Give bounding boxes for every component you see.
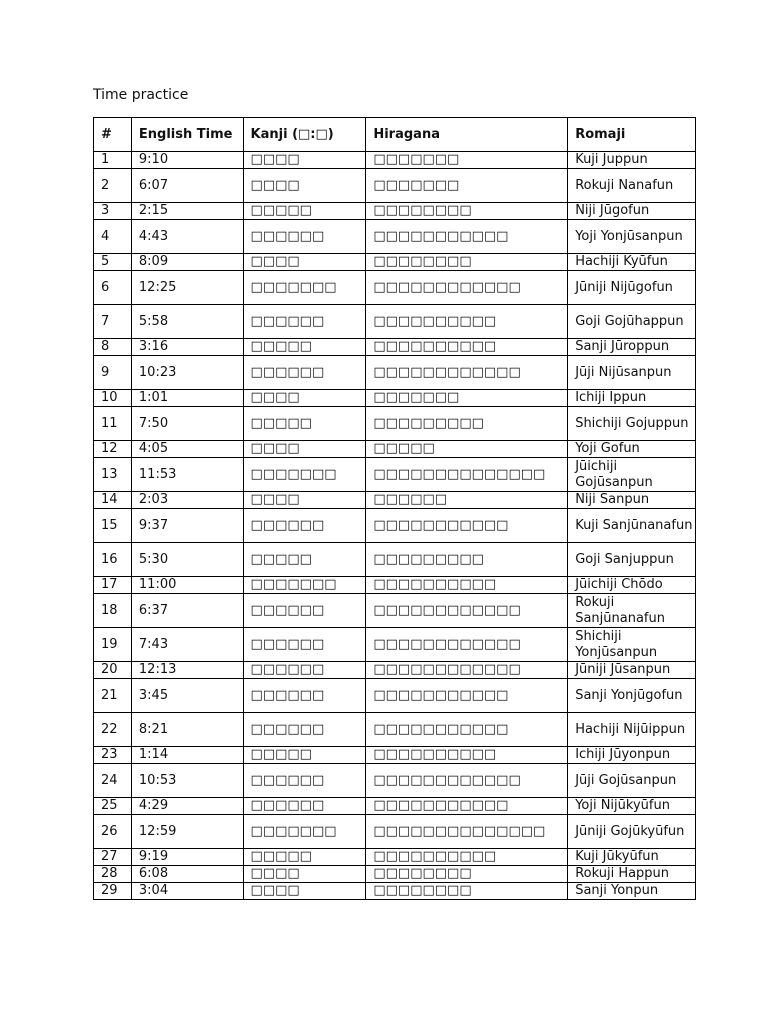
cell-number: 14 (94, 492, 132, 509)
cell-romaji: Kuji Sanjūnanafun (568, 509, 696, 543)
cell-number: 28 (94, 866, 132, 883)
cell-kanji: □□□□□□ (243, 764, 366, 798)
cell-hiragana: □□□□□ (366, 441, 568, 458)
cell-number: 18 (94, 594, 132, 628)
cell-romaji: Jūji Gojūsanpun (568, 764, 696, 798)
cell-kanji: □□□□□ (243, 747, 366, 764)
table-row (94, 866, 696, 883)
table-row (94, 458, 696, 492)
cell-hiragana: □□□□□□□□□□ (366, 577, 568, 594)
cell-number: 10 (94, 390, 132, 407)
cell-romaji: Yoji Gofun (568, 441, 696, 458)
header-english-time: English Time (131, 118, 243, 152)
table-row (94, 662, 696, 679)
cell-english-time: 9:37 (131, 509, 243, 543)
cell-romaji: Niji Sanpun (568, 492, 696, 509)
cell-romaji: Shichiji Gojuppun (568, 407, 696, 441)
cell-kanji: □□□□ (243, 866, 366, 883)
cell-romaji: Hachiji Nijūippun (568, 713, 696, 747)
cell-english-time: 10:23 (131, 356, 243, 390)
table-row (94, 679, 696, 713)
cell-number: 24 (94, 764, 132, 798)
cell-hiragana: □□□□□□□□□□ (366, 747, 568, 764)
cell-romaji: Kuji Juppun (568, 152, 696, 169)
cell-english-time: 9:19 (131, 849, 243, 866)
table-row (94, 169, 696, 203)
cell-kanji: □□□□□□□ (243, 458, 366, 492)
cell-number: 9 (94, 356, 132, 390)
cell-number: 23 (94, 747, 132, 764)
cell-number: 27 (94, 849, 132, 866)
cell-hiragana: □□□□□□□□□□□□ (366, 662, 568, 679)
cell-english-time: 4:05 (131, 441, 243, 458)
header-hiragana: Hiragana (366, 118, 568, 152)
cell-romaji: Sanji Yonpun (568, 883, 696, 900)
table-row (94, 764, 696, 798)
cell-number: 26 (94, 815, 132, 849)
cell-english-time: 6:08 (131, 866, 243, 883)
cell-romaji: Rokuji Nanafun (568, 169, 696, 203)
cell-kanji: □□□□□ (243, 203, 366, 220)
cell-kanji: □□□□ (243, 152, 366, 169)
cell-number: 3 (94, 203, 132, 220)
cell-kanji: □□□□ (243, 441, 366, 458)
cell-number: 17 (94, 577, 132, 594)
cell-hiragana: □□□□□□□□ (366, 883, 568, 900)
cell-romaji: Niji Jūgofun (568, 203, 696, 220)
cell-kanji: □□□□□□□ (243, 271, 366, 305)
cell-english-time: 11:53 (131, 458, 243, 492)
cell-number: 16 (94, 543, 132, 577)
table-row (94, 577, 696, 594)
cell-kanji: □□□□□ (243, 543, 366, 577)
cell-hiragana: □□□□□□□□ (366, 866, 568, 883)
cell-english-time: 4:29 (131, 798, 243, 815)
table-row (94, 747, 696, 764)
cell-number: 2 (94, 169, 132, 203)
table-row (94, 254, 696, 271)
cell-kanji: □□□□□ (243, 407, 366, 441)
cell-hiragana: □□□□□□□□□□□□ (366, 356, 568, 390)
cell-english-time: 6:07 (131, 169, 243, 203)
cell-romaji: Kuji Jūkyūfun (568, 849, 696, 866)
table-row (94, 628, 696, 662)
cell-english-time: 1:14 (131, 747, 243, 764)
cell-romaji: Yoji Nijūkyūfun (568, 798, 696, 815)
cell-english-time: 12:13 (131, 662, 243, 679)
table-row (94, 271, 696, 305)
cell-english-time: 2:15 (131, 203, 243, 220)
table-row (94, 356, 696, 390)
cell-kanji: □□□□□□ (243, 628, 366, 662)
header-number: # (94, 118, 132, 152)
table-row (94, 390, 696, 407)
cell-number: 25 (94, 798, 132, 815)
cell-number: 11 (94, 407, 132, 441)
cell-kanji: □□□□□□ (243, 662, 366, 679)
cell-hiragana: □□□□□□□□□□□ (366, 679, 568, 713)
cell-number: 1 (94, 152, 132, 169)
cell-hiragana: □□□□□□□□□ (366, 407, 568, 441)
table-row (94, 203, 696, 220)
table-row (94, 594, 696, 628)
table-row (94, 305, 696, 339)
table-row (94, 407, 696, 441)
cell-number: 8 (94, 339, 132, 356)
cell-romaji: Goji Sanjuppun (568, 543, 696, 577)
cell-hiragana: □□□□□□□ (366, 169, 568, 203)
cell-hiragana: □□□□□□□□□□□□□□ (366, 815, 568, 849)
table-row (94, 798, 696, 815)
cell-english-time: 12:25 (131, 271, 243, 305)
cell-romaji: Sanji Yonjūgofun (568, 679, 696, 713)
cell-kanji: □□□□ (243, 390, 366, 407)
table-row (94, 883, 696, 900)
cell-hiragana: □□□□□□□ (366, 152, 568, 169)
cell-hiragana: □□□□□□□□□□□□ (366, 628, 568, 662)
table-body (94, 152, 696, 900)
cell-romaji: Jūji Nijūsanpun (568, 356, 696, 390)
cell-english-time: 8:21 (131, 713, 243, 747)
cell-kanji: □□□□□□ (243, 679, 366, 713)
cell-kanji: □□□□□ (243, 849, 366, 866)
cell-romaji: Jūniji Nijūgofun (568, 271, 696, 305)
cell-kanji: □□□□□□ (243, 713, 366, 747)
table-row (94, 713, 696, 747)
table-row (94, 492, 696, 509)
table-row (94, 815, 696, 849)
table-row (94, 509, 696, 543)
cell-kanji: □□□□□□□ (243, 815, 366, 849)
cell-english-time: 11:00 (131, 577, 243, 594)
cell-english-time: 9:10 (131, 152, 243, 169)
cell-romaji: Jūichiji Chōdo (568, 577, 696, 594)
cell-hiragana: □□□□□□□□□□□□□□ (366, 458, 568, 492)
header-romaji: Romaji (568, 118, 696, 152)
cell-number: 13 (94, 458, 132, 492)
cell-english-time: 5:58 (131, 305, 243, 339)
cell-kanji: □□□□ (243, 254, 366, 271)
cell-kanji: □□□□□□ (243, 220, 366, 254)
cell-kanji: □□□□□□ (243, 356, 366, 390)
cell-hiragana: □□□□□□□□□□ (366, 305, 568, 339)
cell-romaji: Sanji Jūroppun (568, 339, 696, 356)
cell-number: 6 (94, 271, 132, 305)
cell-romaji: Hachiji Kyūfun (568, 254, 696, 271)
cell-english-time: 3:04 (131, 883, 243, 900)
cell-english-time: 5:30 (131, 543, 243, 577)
cell-romaji: Ichiji Ippun (568, 390, 696, 407)
cell-kanji: □□□□□□□ (243, 577, 366, 594)
cell-english-time: 6:37 (131, 594, 243, 628)
cell-romaji: Jūichiji Gojūsanpun (568, 458, 696, 492)
cell-english-time: 10:53 (131, 764, 243, 798)
cell-hiragana: □□□□□□□□□□ (366, 849, 568, 866)
cell-english-time: 3:16 (131, 339, 243, 356)
cell-romaji: Yoji Yonjūsanpun (568, 220, 696, 254)
cell-hiragana: □□□□□□□□□ (366, 543, 568, 577)
cell-english-time: 12:59 (131, 815, 243, 849)
cell-hiragana: □□□□□□□□□□ (366, 339, 568, 356)
cell-hiragana: □□□□□□□□□□□□ (366, 764, 568, 798)
cell-hiragana: □□□□□□□□ (366, 254, 568, 271)
cell-hiragana: □□□□□□□□□□□ (366, 713, 568, 747)
cell-hiragana: □□□□□□□□□□□ (366, 509, 568, 543)
time-practice-table (93, 117, 696, 900)
cell-english-time: 7:50 (131, 407, 243, 441)
table-row (94, 543, 696, 577)
cell-number: 15 (94, 509, 132, 543)
cell-english-time: 7:43 (131, 628, 243, 662)
cell-kanji: □□□□ (243, 492, 366, 509)
cell-number: 7 (94, 305, 132, 339)
header-kanji: Kanji (□:□) (243, 118, 366, 152)
cell-number: 5 (94, 254, 132, 271)
cell-kanji: □□□□□□ (243, 798, 366, 815)
cell-romaji: Ichiji Jūyonpun (568, 747, 696, 764)
table-row (94, 152, 696, 169)
cell-romaji: Rokuji Happun (568, 866, 696, 883)
cell-hiragana: □□□□□□ (366, 492, 568, 509)
cell-romaji: Rokuji Sanjūnanafun (568, 594, 696, 628)
cell-hiragana: □□□□□□□□ (366, 203, 568, 220)
cell-number: 4 (94, 220, 132, 254)
cell-number: 12 (94, 441, 132, 458)
cell-number: 20 (94, 662, 132, 679)
table-row (94, 220, 696, 254)
cell-romaji: Jūniji Jūsanpun (568, 662, 696, 679)
cell-romaji: Goji Gojūhappun (568, 305, 696, 339)
cell-number: 22 (94, 713, 132, 747)
cell-number: 29 (94, 883, 132, 900)
cell-hiragana: □□□□□□□□□□□ (366, 220, 568, 254)
cell-english-time: 4:43 (131, 220, 243, 254)
cell-hiragana: □□□□□□□□□□□□ (366, 271, 568, 305)
cell-kanji: □□□□□□ (243, 509, 366, 543)
cell-romaji: Shichiji Yonjūsanpun (568, 628, 696, 662)
cell-english-time: 1:01 (131, 390, 243, 407)
cell-kanji: □□□□□□ (243, 305, 366, 339)
cell-english-time: 8:09 (131, 254, 243, 271)
cell-hiragana: □□□□□□□□□□□□ (366, 594, 568, 628)
table-header-row (94, 118, 696, 152)
cell-kanji: □□□□□□ (243, 594, 366, 628)
cell-romaji: Jūniji Gojūkyūfun (568, 815, 696, 849)
cell-kanji: □□□□ (243, 169, 366, 203)
cell-hiragana: □□□□□□□ (366, 390, 568, 407)
cell-hiragana: □□□□□□□□□□□ (366, 798, 568, 815)
cell-number: 19 (94, 628, 132, 662)
table-row (94, 849, 696, 866)
cell-kanji: □□□□ (243, 883, 366, 900)
table-row (94, 339, 696, 356)
cell-kanji: □□□□□ (243, 339, 366, 356)
table-row (94, 441, 696, 458)
document-title: Time practice (93, 87, 189, 103)
cell-english-time: 2:03 (131, 492, 243, 509)
cell-english-time: 3:45 (131, 679, 243, 713)
cell-number: 21 (94, 679, 132, 713)
